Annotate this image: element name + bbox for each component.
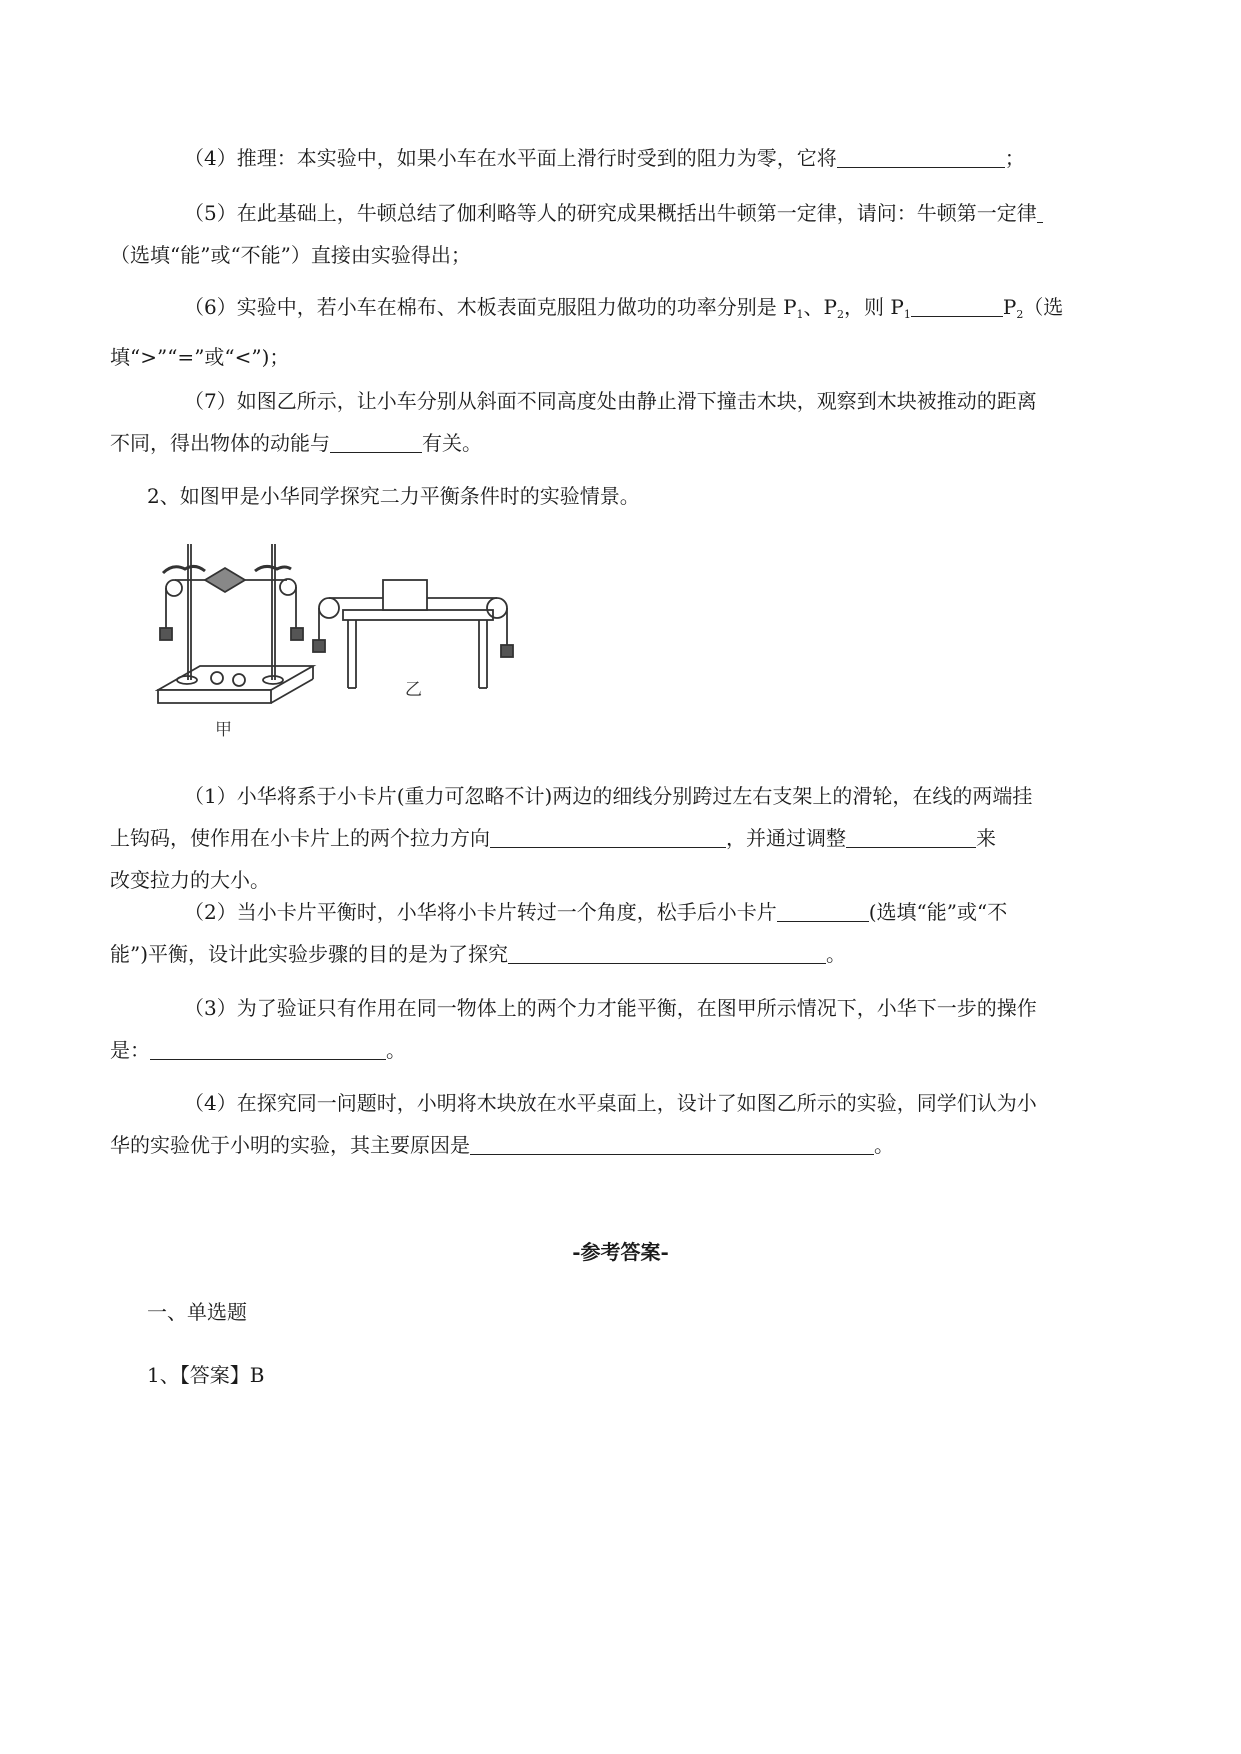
question-4: （4）推理：本实验中，如果小车在水平面上滑行时受到的阻力为零，它将 ； <box>147 137 1137 179</box>
question-6: （6）实验中，若小车在棉布、木板表面克服阻力做功的功率分别是 $P_1$、$P_2$，则 $P_1$ $P_2$（选 填“>”“=”或“<”)； <box>147 286 1137 378</box>
answer-blank[interactable] <box>1037 198 1043 223</box>
answer-blank[interactable] <box>777 897 869 922</box>
answer-blank[interactable] <box>470 1130 874 1155</box>
answer-blank[interactable] <box>911 292 1003 317</box>
section-title: 一、单选题 <box>147 1300 247 1324</box>
answer-blank[interactable] <box>837 143 1005 168</box>
figure-label-jia: 甲 <box>215 720 232 740</box>
sub-question-3: （3）为了验证只有作用在同一物体上的两个力才能平衡，在图甲所示情况下，小华下一步的操作 是： 。 <box>110 996 1037 1062</box>
question-5: （5）在此基础上，牛顿总结了伽利略等人的研究成果概括出牛顿第一定律，请问：牛顿第一定律 （选填“能”或“不能”）直接由实验得出； <box>147 192 1137 276</box>
sub-question-4: （4）在探究同一问题时，小明将木块放在水平桌面上，设计了如图乙所示的实验，同学们认为小 华的实验优于小明的实验，其主要原因是 。 <box>110 1091 1037 1157</box>
answer-item-1: 1、【答案】B <box>147 1363 265 1387</box>
experiment-figure <box>155 540 525 745</box>
answer-blank[interactable] <box>150 1035 386 1060</box>
figure-label-yi: 乙 <box>405 680 422 700</box>
sub-question-2: （2）当小卡片平衡时，小华将小卡片转过一个角度，松手后小卡片 (选填“能”或“不 能”)平衡，设计此实验步骤的目的是为了探究 。 <box>147 891 1137 975</box>
answer-blank[interactable] <box>330 428 422 453</box>
question-7: （7）如图乙所示，让小车分别从斜面不同高度处由静止滑下撞击木块，观察到木块被推动的距离 不同，得出物体的动能与 有关。 <box>110 389 1037 455</box>
answer-blank[interactable] <box>508 939 826 964</box>
sub-question-1: （1）小华将系于小卡片(重力可忽略不计)两边的细线分别跨过左右支架上的滑轮，在线的两端挂 上钩码，使作用在小卡片上的两个拉力方向 ，并通过调整 来 改变拉力的大小。 <box>110 784 1033 892</box>
answers-heading: -参考答案- <box>572 1240 669 1264</box>
answer-blank[interactable] <box>846 823 976 848</box>
problem-2-title: 2、如图甲是小华同学探究二力平衡条件时的实验情景。 <box>147 484 640 508</box>
answer-blank[interactable] <box>490 823 726 848</box>
